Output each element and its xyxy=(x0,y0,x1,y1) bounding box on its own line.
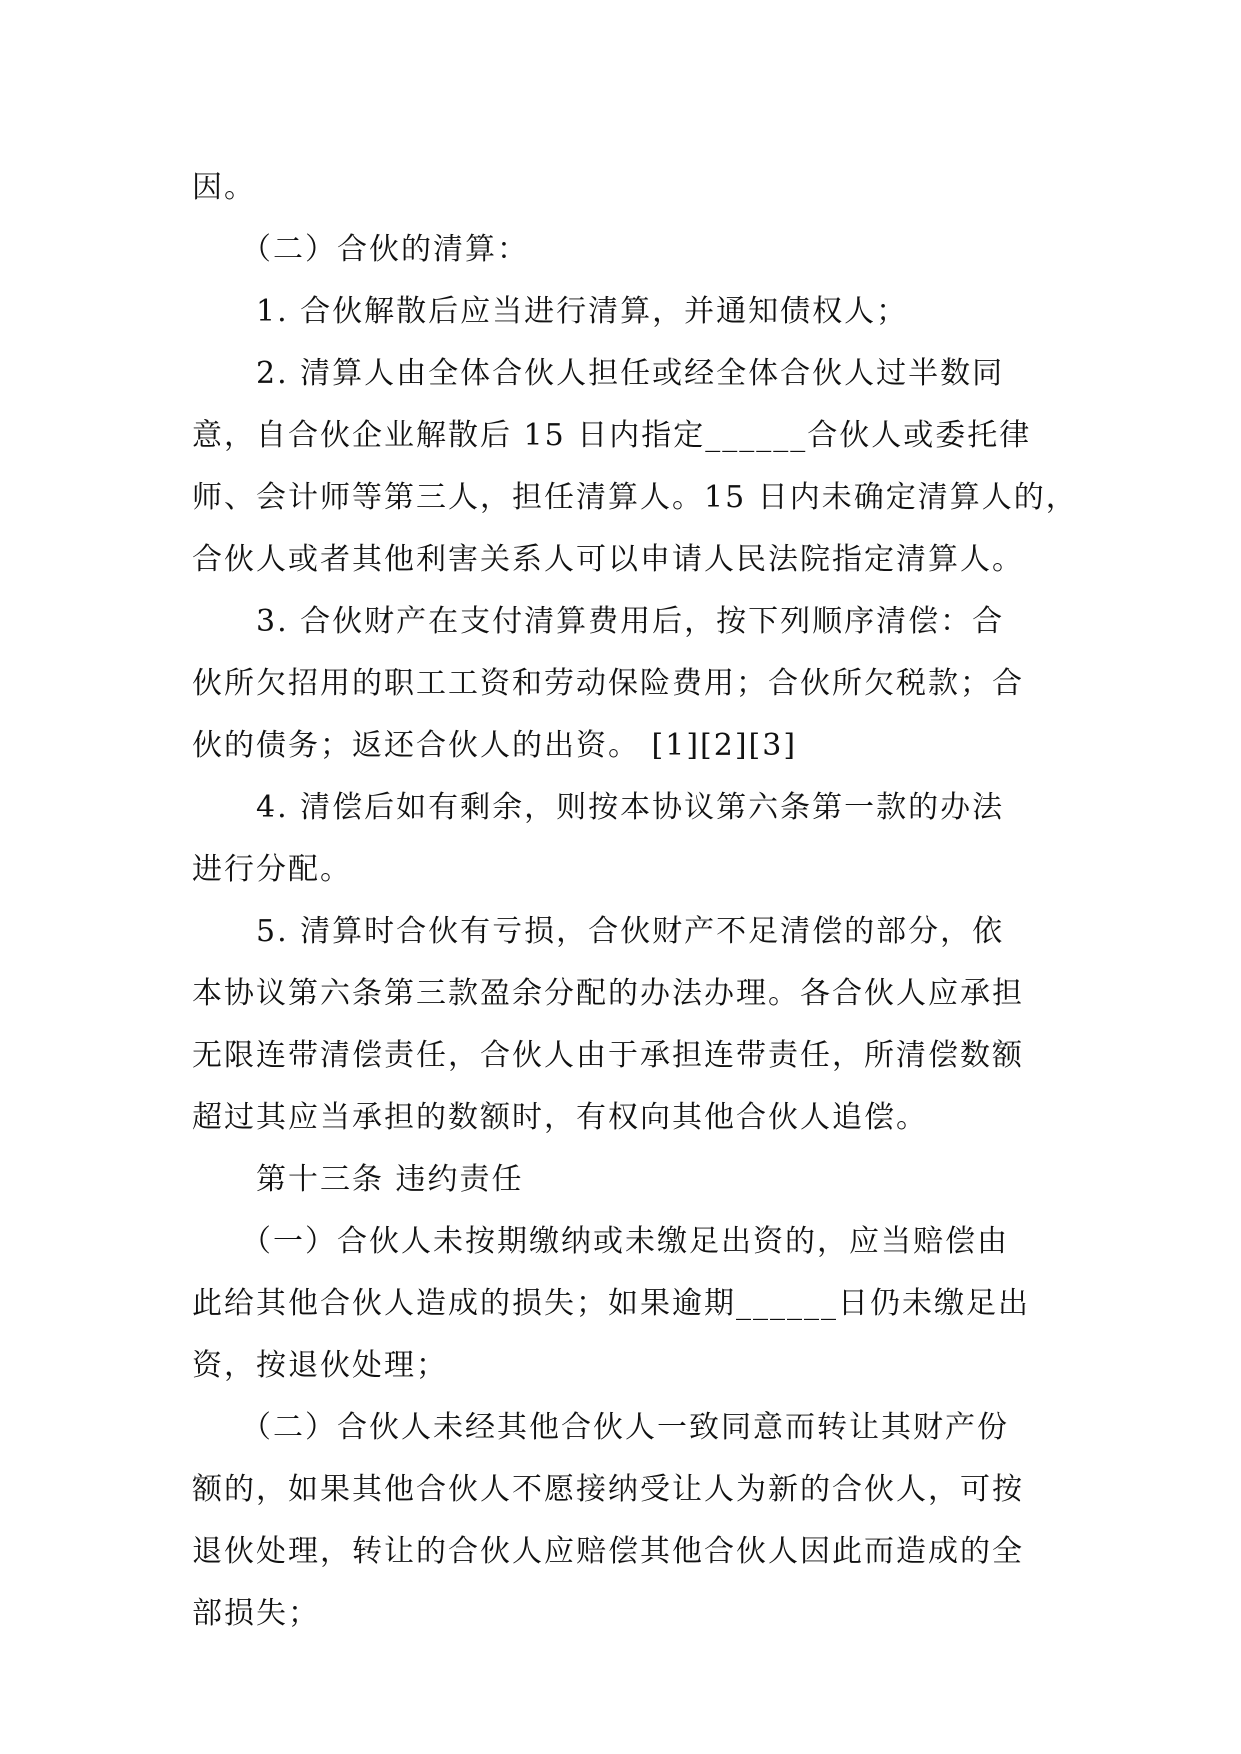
text-line: 2. 清算人由全体合伙人担任或经全体合伙人过半数同 xyxy=(192,356,1005,391)
text-line: 4. 清偿后如有剩余，则按本协议第六条第一款的办法 xyxy=(192,790,1005,825)
text-line: 部损失； xyxy=(192,1596,320,1631)
document-body xyxy=(192,157,1078,1645)
text-line: 超过其应当承担的数额时，有权向其他合伙人追偿。 xyxy=(192,1100,928,1135)
text-line: 合伙人或者其他利害关系人可以申请人民法院指定清算人。 xyxy=(192,542,1024,577)
text-line: 因。 xyxy=(192,170,256,205)
text-line: 5. 清算时合伙有亏损，合伙财产不足清偿的部分，依 xyxy=(192,914,1005,949)
section-heading: 第十三条 违约责任 xyxy=(192,1162,524,1197)
text-line: 意，自合伙企业解散后 15 日内指定______合伙人或委托律 xyxy=(192,418,1032,453)
text-line: 额的，如果其他合伙人不愿接纳受让人为新的合伙人，可按 xyxy=(192,1472,1024,1507)
text-line: 此给其他合伙人造成的损失；如果逾期______日仍未缴足出 xyxy=(192,1286,1030,1321)
text-line: 无限连带清偿责任，合伙人由于承担连带责任，所清偿数额 xyxy=(192,1038,1024,1073)
text-line: （二）合伙的清算： xyxy=(192,232,529,267)
text-line: 资，按退伙处理； xyxy=(192,1348,448,1383)
text-line: 伙所欠招用的职工工资和劳动保险费用；合伙所欠税款；合 xyxy=(192,666,1024,701)
text-line: 1. 合伙解散后应当进行清算，并通知债权人； xyxy=(192,294,909,329)
text-line: 3. 合伙财产在支付清算费用后，按下列顺序清偿：合 xyxy=(192,604,1005,639)
text-line: 进行分配。 xyxy=(192,852,352,887)
text-line: （一）合伙人未按期缴纳或未缴足出资的，应当赔偿由 xyxy=(192,1224,1009,1259)
text-line: （二）合伙人未经其他合伙人一致同意而转让其财产份 xyxy=(192,1410,1009,1445)
text-line: 退伙处理，转让的合伙人应赔偿其他合伙人因此而造成的全 xyxy=(192,1534,1024,1569)
text-line: 本协议第六条第三款盈余分配的办法办理。各合伙人应承担 xyxy=(192,976,1024,1011)
text-line: 伙的债务；返还合伙人的出资。 [1][2][3] xyxy=(192,728,798,763)
text-line: 师、会计师等第三人，担任清算人。15 日内未确定清算人的， xyxy=(192,480,1078,515)
